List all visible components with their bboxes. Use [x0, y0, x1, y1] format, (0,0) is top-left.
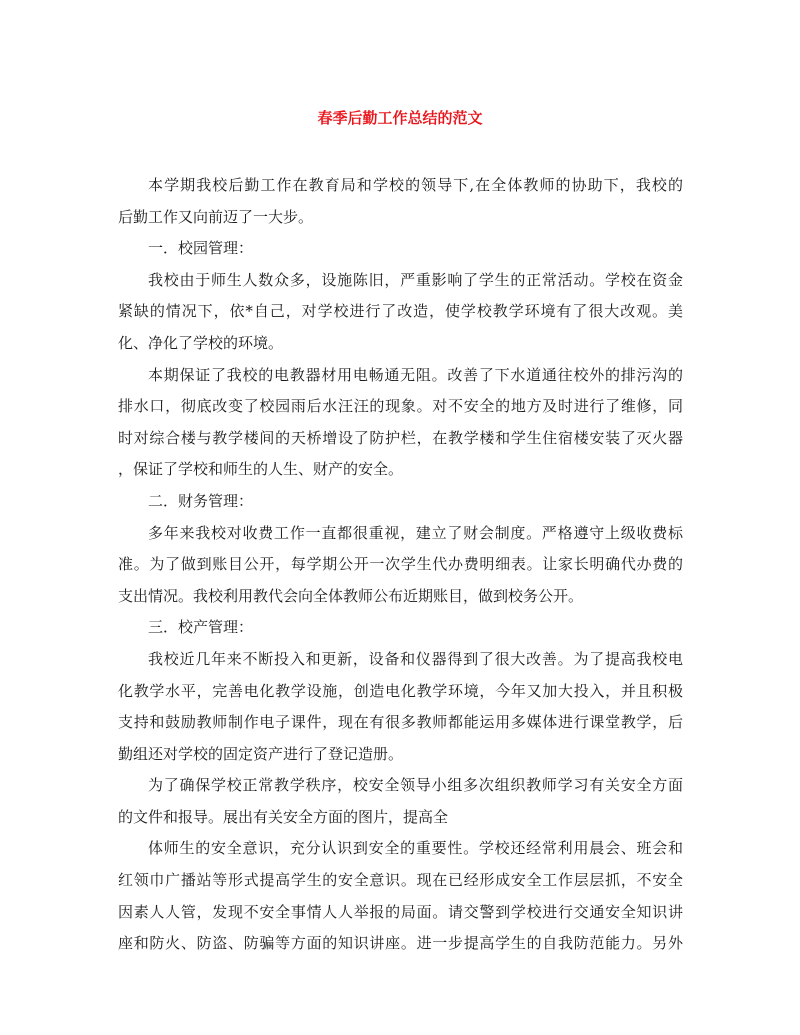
finance-paragraph	[118, 518, 683, 613]
paragraph-line: 因素人人管，发现不安全事情人人举报的局面。请交警到学校进行交通安全知识讲	[118, 902, 683, 921]
campus-paragraph-2	[118, 360, 683, 486]
assets-paragraph	[118, 644, 683, 770]
document-body	[118, 170, 683, 960]
paragraph-line: 我校近几年来不断投入和更新，设备和仪器得到了很大改善。为了提高我校电	[148, 649, 683, 668]
paragraph-line: 支持和鼓励教师制作电子课件，现在有很多教师都能运用多媒体进行课堂教学，后	[118, 713, 683, 732]
paragraph-line: ，保证了学校和师生的人生、财产的安全。	[118, 460, 404, 479]
safety-paragraph-1	[118, 770, 683, 833]
paragraph-line: 时对综合楼与教学楼间的天桥增设了防护栏，在教学楼和学生住宿楼安装了灭火器	[118, 428, 683, 447]
safety-paragraph-2	[118, 833, 683, 959]
paragraph-line: 座和防火、防盗、防骗等方面的知识讲座。进一步提高学生的自我防范能力。另外	[118, 934, 683, 953]
paragraph-line: 化、净化了学校的环境。	[118, 333, 284, 352]
paragraph-line: 红领巾广播站等形式提高学生的安全意识。现在已经形成安全工作层层抓，不安全	[118, 871, 683, 890]
paragraph-line: 体师生的安全意识，充分认识到安全的重要性。学校还经常利用晨会、班会和	[148, 839, 683, 858]
paragraph-line: 三．校产管理：	[148, 618, 254, 637]
section-heading-assets	[118, 612, 683, 644]
paragraph-line: 化教学水平，完善电化教学设施，创造电化教学环境，今年又加大投入，并且积极	[118, 681, 683, 700]
paragraph-line: 我校由于师生人数众多，设施陈旧，严重影响了学生的正常活动。学校在资金	[148, 270, 683, 289]
paragraph-line: 二．财务管理：	[148, 491, 254, 510]
paragraph-line: 本期保证了我校的电教器材用电畅通无阻。改善了下水道通往校外的排污沟的	[148, 365, 683, 384]
paragraph-line: 的文件和报导。展出有关安全方面的图片，提高全	[118, 807, 449, 826]
campus-paragraph-1	[118, 265, 683, 360]
paragraph-line: 勤组还对学校的固定资产进行了登记造册。	[118, 744, 404, 763]
paragraph-line: 后勤工作又向前迈了一大步。	[118, 207, 314, 226]
section-heading-finance	[118, 486, 683, 518]
paragraph-line: 支出情况。我校利用教代会向全体教师公布近期账目，做到校务公开。	[118, 586, 584, 605]
paragraph-line: 一．校园管理：	[148, 239, 254, 258]
document-title: 春季后勤工作总结的范文	[317, 109, 483, 127]
paragraph-line: 为了确保学校正常教学秩序，校安全领导小组多次组织教师学习有关安全方面	[148, 776, 683, 795]
paragraph-line: 多年来我校对收费工作一直都很重视，建立了财会制度。严格遵守上级收费标	[148, 523, 683, 542]
intro-paragraph	[118, 170, 683, 233]
section-heading-campus	[118, 233, 683, 265]
paragraph-line: 紧缺的情况下，依*自己，对学校进行了改造，使学校教学环境有了很大改观。美	[118, 302, 683, 321]
paragraph-line: 本学期我校后勤工作在教育局和学校的领导下,在全体教师的协助下，我校的	[148, 176, 683, 194]
paragraph-line: 准。为了做到账目公开，每学期公开一次学生代办费明细表。让家长明确代办费的	[118, 555, 683, 574]
paragraph-line: 排水口，彻底改变了校园雨后水汪汪的现象。对不安全的地方及时进行了维修，同	[118, 397, 683, 416]
